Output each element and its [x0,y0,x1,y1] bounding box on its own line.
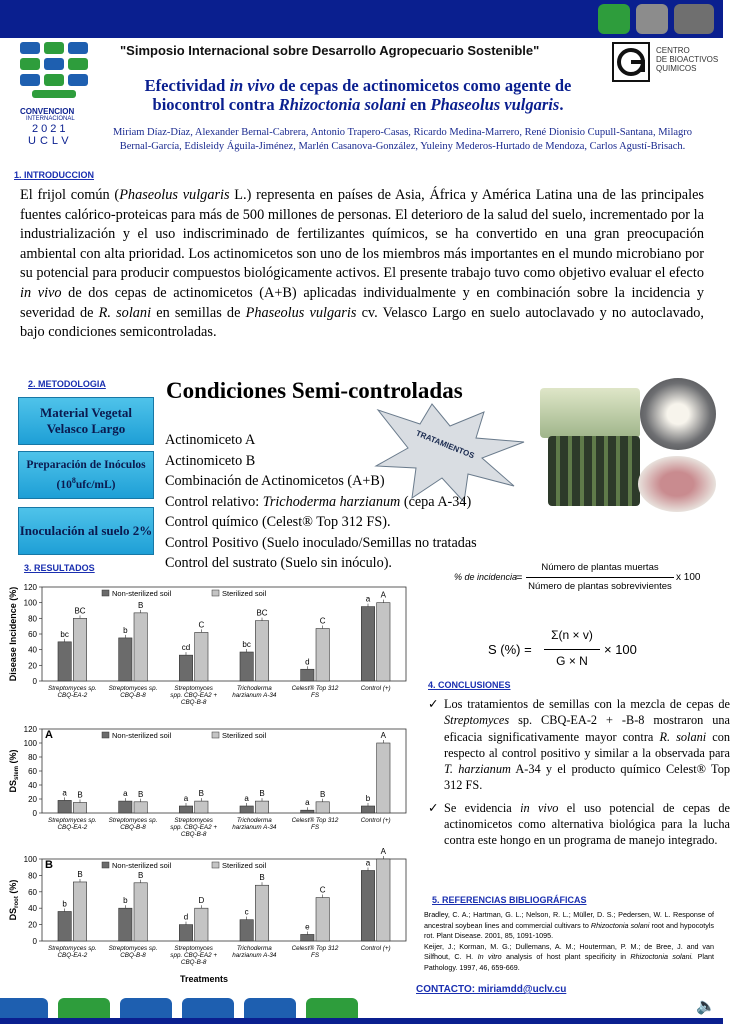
category-label: FS [310,824,320,831]
conditions-title: Condiciones Semi-controladas [166,378,463,403]
root-severity-chart [6,845,410,985]
treatment-item: Control del sustrato (Suelo sin inóculo). [165,555,392,571]
box-text: ufc/mL) [75,478,116,491]
grey-square-icon [636,4,668,34]
panel-letter: A [45,729,53,741]
logo-org: UCLV [28,135,73,147]
conclusions-heading: 4. CONCLUSIONES [428,680,511,690]
references-list [424,910,714,973]
conclusion-text: R. solani [659,729,707,744]
logo-line2: INTERNACIONAL [26,116,75,122]
category-label: CBQ-B-8 [120,692,146,699]
treatment-item [165,492,545,513]
significance-label: d [183,912,189,922]
conclusion-text: Se evidencia [444,800,521,815]
category-label: Control (+) [360,817,391,824]
category-label: CBQ-B-8 [180,959,207,966]
treatment-item: Control químico (Celest® Top 312 FS). [165,514,391,530]
category-label: spp. CBQ-EA2 + [170,824,218,831]
bar [195,801,208,813]
legend-swatch [102,862,109,868]
significance-label: BC [74,606,86,616]
significance-label: D [198,896,205,906]
bar [240,652,253,681]
significance-label: B [138,870,144,880]
references-heading: 5. REFERENCIAS BIBLIOGRÁFICAS [432,895,587,905]
y-tick-label: 80 [28,614,37,624]
category-label: Streptomyces sp. [108,685,158,692]
y-axis-label [8,587,18,682]
category-label: spp. CBQ-EA2 + [170,692,218,699]
reference-text: Plant Pathology. 1997, 46, 659-669. [424,952,714,972]
significance-label: a [365,858,371,868]
bar [58,642,71,681]
significance-label: a [123,789,128,799]
bar [119,638,132,681]
bar [195,632,208,681]
inoculum-box [18,451,154,499]
bar [316,898,329,941]
green-square-icon [598,4,630,34]
title-part: de cepas de actinomicetos como agente de biocontrol contra [152,76,572,114]
title-part: in vivo [229,76,275,95]
bar [73,803,86,814]
category-label: Trichoderma [236,945,272,952]
reference-text: root and hypocotyls rot. Plant Disease. 2001, 85, 1091-1095. [424,920,714,940]
intro-text: en semillas de [151,304,246,321]
intro-heading: 1. INTRODUCCION [14,170,95,180]
treatment-item: Control Positivo (Suelo inoculado/Semillas no tratadas [165,534,477,551]
conclusion-item [428,800,730,849]
significance-label: B [138,600,144,610]
y-tick-label: 60 [28,887,37,897]
formula-mult: x 100 [676,572,701,583]
treatment-text: Trichoderma harzianum [262,493,401,510]
bar [119,801,132,813]
bar [361,607,374,681]
y-axis-label-sub: root [14,896,20,908]
formula-numerator: Número de plantas muertas [541,562,659,573]
legend-swatch [102,732,109,738]
bar [195,908,208,941]
y-tick-label: 20 [28,661,37,671]
y-tick-label: 0 [32,677,37,686]
title-part: Efectividad [144,76,230,95]
significance-label: a [365,594,371,604]
y-tick-label: 120 [23,583,37,592]
significance-label: B [138,789,144,799]
category-label: Celest® Top 312 [291,945,339,952]
significance-label: b [123,896,128,906]
stem-severity-chart [6,715,410,845]
category-label: Streptomyces sp. [108,945,158,952]
significance-label: cd [181,643,191,653]
bar [58,800,71,813]
significance-label: c [244,907,249,917]
category-label: Streptomyces sp. [108,817,158,824]
logo-year: 2021 [32,123,69,135]
y-axis-label [8,749,20,792]
legend-swatch [102,590,109,596]
category-label: CBQ-EA-2 [57,824,88,831]
intro-text: R. solani [98,304,152,321]
lab-photos [540,378,716,514]
box-text: Material Vegetal Velasco Largo [39,405,133,436]
significance-label: a [62,788,67,798]
category-label: Streptomyces [174,945,213,952]
category-label: FS [310,692,320,699]
treatment-text: (cepa A-34) [400,493,472,510]
category-label: Streptomyces [174,685,213,692]
intro-text: in vivo [20,284,62,301]
significance-label: A [380,590,387,600]
reference-text: Rhizoctonia solani [590,920,650,930]
reference-text: analysis of host plant specificity in [501,952,631,961]
category-label: CBQ-B-8 [180,699,207,706]
significance-label: A [380,731,387,740]
conclusion-text: Los tratamientos de semillas con la mezcla de cepas de [444,697,730,711]
formula-mult: × 100 [604,642,637,657]
category-label: harzianum A-34 [232,692,277,699]
y-axis-label-unit: (%) [8,749,18,766]
category-label: Streptomyces sp. [48,817,97,824]
uclv-logo-icon [18,40,92,102]
legend-label: Sterilized soil [222,589,267,598]
significance-label: A [380,847,387,856]
check-icon: ✓ [428,697,439,711]
category-label: CBQ-B-8 [120,824,146,831]
formula-numerator: Σ(n × v) [551,628,593,642]
seedling-tray-photo [548,436,640,506]
significance-label: B [320,789,326,799]
reference-text: Keijer, J.; Korman, M. G.; Dullemans, A. M.; Houterman, P. M.; de Bree, J. and van Silfhout, C. H. [424,941,714,961]
significance-label: B [198,789,205,799]
significance-label: d [305,657,310,667]
formula-lhs: % de incidencia [454,572,518,582]
title-part: en [405,95,431,114]
bar [134,802,147,813]
intro-text: cv. Velasco Largo en suelo autoclavado y no autoclavado, bajo condiciones semicontroladas. [20,304,704,341]
incidence-chart [6,573,410,713]
conclusion-item [428,696,730,794]
reference-text: Rhizoctonia solani. [630,952,694,961]
conclusion-text: con respecto al control positivo y similar a la observada para [444,729,730,760]
category-label: Trichoderma [236,817,272,824]
bar [73,618,86,681]
severity-formula [488,626,688,676]
conclusion-text: A-34 y el producto químico Celest® Top 312 FS. [444,762,730,793]
incidence-formula: % de incidencia = Número de plantas muertas Número de plantas sobrevivientes x 100 [454,562,701,592]
bar [316,629,329,681]
y-tick-label: 60 [28,630,37,639]
significance-label: b [365,794,371,803]
significance-label: B [259,789,265,799]
y-axis-label [8,880,20,921]
bar [316,802,329,813]
category-label: Streptomyces sp. [48,945,97,952]
category-label: Streptomyces sp. [48,685,97,692]
bar [361,806,374,813]
top-banner [0,0,723,38]
category-label: CBQ-B-8 [120,952,146,959]
category-label: spp. CBQ-EA2 + [170,952,218,959]
y-tick-label: 0 [32,937,37,946]
title-part: . [559,95,564,114]
bar [179,655,192,681]
category-label: CBQ-EA-2 [57,952,88,959]
y-axis-label-main: DS [8,907,18,921]
bar [179,925,192,941]
intro-text: El frijol común ( [20,187,120,203]
bar [255,621,268,681]
bottom-bar [0,1018,723,1024]
box-text: 8 [71,475,76,485]
formula-denominator: G × N [556,654,588,668]
cbq-line2: DE BIOACTIVOS [656,55,719,64]
legend-swatch [212,590,219,596]
seed-dish-photo [638,456,716,512]
treatment-item: Actinomiceto A [165,432,256,448]
conclusion-text: Streptomyces [444,713,510,728]
bar [134,883,147,941]
category-label: CBQ-EA-2 [57,692,88,699]
treatment-item: Actinomiceto B [165,452,256,469]
bar [73,882,86,941]
legend-label: Non-sterilized soil [112,861,172,870]
inoculation-box [18,507,154,555]
conclusion-text: in vivo [520,800,559,815]
significance-label: e [305,922,310,932]
speaker-icon[interactable]: 🔈 [696,996,716,1015]
y-axis-label-unit: (%) [8,879,18,897]
intro-paragraph [20,186,704,343]
significance-label: B [259,873,265,883]
y-tick-label: 80 [28,871,37,881]
intro-text: L.) representa en países de Asia, África y América Latina una de las principales fuentes calórico-proteicas para más de 500 millones de personas. El deterioro de la salud del suelo, incrementado por la industrialización y el uso indiscriminado de fertilizantes químicos, se ha convertido en una gran preocupación ambiental con alta prioridad. Los actinomicetos son uno de los miembros más importantes en el mundo microbiano por su potencial para producir compuestos biológicamente activos. El presente trabajo tuvo como objetivo evaluar el efecto [20,187,704,282]
cbq-line3: QUIMICOS [656,64,697,73]
paper-title [108,76,608,114]
legend-label: Sterilized soil [222,731,267,740]
flask-photo [540,388,640,438]
legend-swatch [212,862,219,868]
y-tick-label: 60 [28,767,37,776]
convention-logo [18,40,100,160]
y-tick-label: 100 [23,855,37,864]
title-part: Phaseolus vulgaris [430,95,560,114]
reference-text: Bradley, C. A.; Hartman, G. L.; Nelson, R. L.; Müller, D. S.; Pedersen, W. L. Response of ancestral soybean lines and commercial cultivars to [424,910,714,930]
intro-text: Phaseolus vulgaris [119,187,230,203]
contact-link[interactable]: CONTACTO: miriamdd@uclv.cu [416,984,567,995]
significance-label: BC [256,608,268,618]
bar [377,859,390,941]
treatment-item: Combinación de Actinomicetos (A+B) [165,473,385,489]
cbq-logo-icon [612,42,650,82]
significance-label: a [305,798,310,808]
y-tick-label: 40 [28,781,37,790]
bar [240,920,253,941]
bar [240,806,253,813]
cbq-logo [612,42,722,88]
title-part: Rhizoctonia solani [278,95,406,114]
y-tick-label: 20 [28,795,37,804]
legend-label: Sterilized soil [222,861,267,870]
petri-colony-photo [640,378,716,450]
y-axis-label-main: DS [8,780,18,793]
significance-label: bc [60,629,69,639]
y-axis-label-sub: stem [14,765,20,780]
conclusions-list [424,696,730,855]
conclusion-text: el uso potencial de cepas de actinomicetos como alternativa biológica para la lucha contra este hongo en un programa de manejo integrado. [444,800,730,848]
cbq-line1: CENTRO [656,46,690,55]
significance-label: b [123,625,128,635]
reference-text: In vitro [477,952,502,961]
category-label: harzianum A-34 [232,824,277,831]
category-label: Control (+) [360,685,391,692]
significance-label: b [62,899,67,909]
treatments-banner-text: TRATAMIENTOS [414,428,476,461]
vegetal-material-box [18,397,154,445]
bar [361,870,374,941]
bar [377,603,390,681]
y-tick-label: 100 [23,598,37,608]
y-axis-label-main: Disease Incidence (%) [8,586,18,682]
bar [255,801,268,813]
reference-item [424,942,714,974]
significance-label: a [244,794,249,803]
conclusion-text: sp. CBQ-EA-2 + -B-8 mostraron una eficacia significativamente mayor contra [444,713,730,744]
significance-label: bc [242,640,251,650]
plot-frame [42,859,406,941]
box-text: Preparación de Inóculos (10 [26,458,146,491]
plot-frame [42,729,406,813]
significance-label: B [77,790,83,800]
y-tick-label: 100 [23,739,37,748]
methods-heading: 2. METODOLOGIA [28,379,106,389]
bar [301,810,314,813]
bar [134,613,147,681]
significance-label: C [198,620,205,630]
legend-swatch [212,732,219,738]
bar [58,911,71,941]
category-label: Control (+) [360,945,391,952]
authors: Miriam Díaz-Díaz, Alexander Bernal-Cabrera, Antonio Trapero-Casas, Ricardo Medina-Marrero, René Dionisio Cupull-Santana, Milagro Bernal-García, Edisleidy Águila-Jiménez, Marlén Casanova-González, Yuleiny Mederos-Hurtado de Mendoza, Carlos Agustí-Brisach. [112,127,693,152]
y-tick-label: 20 [28,920,37,930]
category-label: Trichoderma [236,685,272,692]
y-tick-label: 0 [32,809,37,818]
category-label: Streptomyces [174,817,213,824]
bar [301,934,314,941]
bar [301,669,314,681]
x-axis-label: Treatments [179,974,229,984]
bar [255,885,268,941]
y-tick-label: 40 [28,645,37,655]
significance-label: a [183,794,189,803]
treatments-list [165,430,545,574]
y-tick-label: 80 [28,753,37,762]
symposium-title: "Simposio Internacional sobre Desarrollo Agropecuario Sostenible" [120,43,540,58]
category-label: CBQ-B-8 [180,831,207,838]
legend-label: Non-sterilized soil [112,731,172,740]
category-label: FS [310,952,320,959]
box-text: Inoculación al suelo 2% [19,523,153,538]
significance-label: C [319,885,326,895]
legend-label: Non-sterilized soil [112,589,172,598]
significance-label: C [319,616,326,626]
category-label: Celest® Top 312 [291,817,339,824]
intro-text: de dos cepas de actinomicetos (A+B) aplicadas individualmente y en combinación sobre la incidencia y severidad de [20,284,704,321]
category-label: harzianum A-34 [232,952,277,959]
logo-line1: CONVENCION [20,107,75,116]
plot-frame [42,587,406,681]
panel-letter: B [45,859,53,871]
formula-denominator: Número de plantas sobrevivientes [528,581,672,592]
formula-lhs: S (%) = [488,642,532,657]
grey-square-icon [674,4,714,34]
reference-item [424,910,714,942]
category-label: Celest® Top 312 [291,685,339,692]
bar [119,908,132,941]
conclusion-text: T. harzianum [444,762,511,777]
treatment-text: Control relativo: [165,493,263,510]
bar [179,806,192,813]
intro-text: Phaseolus vulgaris [245,304,357,321]
check-icon: ✓ [428,800,439,815]
y-tick-label: 120 [23,725,37,734]
results-heading: 3. RESULTADOS [24,563,95,573]
bar [377,743,390,813]
significance-label: B [77,869,83,879]
y-tick-label: 40 [28,904,37,914]
